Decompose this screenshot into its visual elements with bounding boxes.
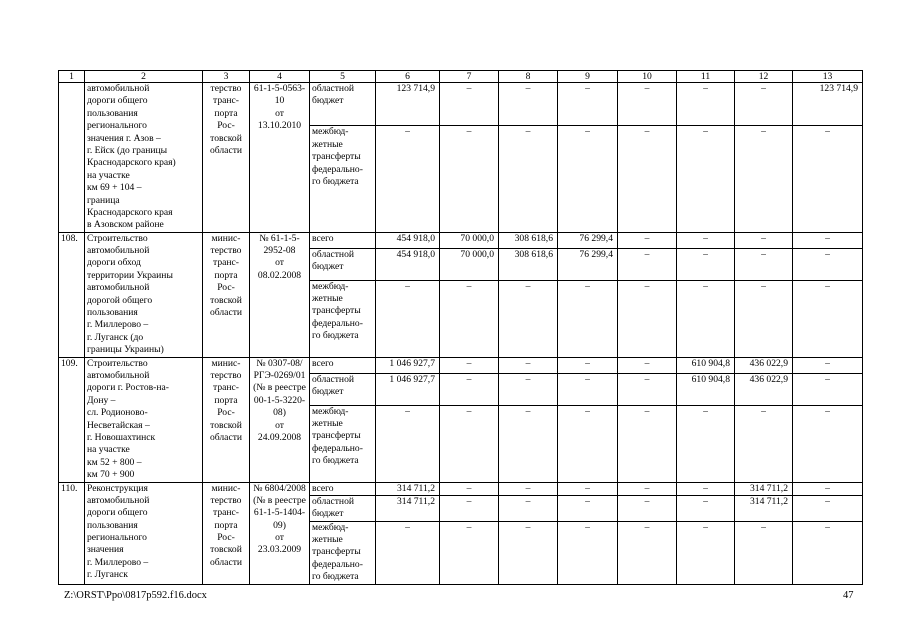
header-row — [59, 71, 863, 83]
amount-cell: – — [558, 521, 618, 584]
cell-line: области — [209, 431, 243, 443]
amount-cell: 610 904,8 — [677, 357, 735, 373]
cell-line: от — [275, 419, 284, 431]
cell-line: минис- — [211, 482, 241, 494]
cell-line: порта — [214, 519, 238, 531]
cell-line: транс- — [213, 507, 239, 519]
cell-line: межбюд- — [312, 521, 349, 533]
object-name — [85, 357, 203, 482]
amount-cell: – — [735, 126, 793, 232]
funding-source — [310, 280, 376, 357]
cell-line: (№ в реестре — [253, 494, 306, 506]
cell-line: терство — [210, 245, 242, 257]
cell-line: Рос- — [217, 407, 235, 419]
cell-line: г. Луганск (до — [87, 331, 144, 343]
cell-line: 10 — [274, 95, 285, 107]
cell-line: дороги общего — [87, 95, 148, 107]
amount-cell: – — [376, 521, 440, 584]
cell-line: г. Ейск (до границы — [87, 144, 168, 156]
cell-line: г. Луганск — [87, 569, 128, 581]
cell-line: регионального — [87, 120, 147, 132]
cell-line: областной — [312, 495, 355, 507]
funding-source — [310, 126, 376, 232]
cell-line: Реконструкция — [87, 482, 148, 494]
cell-line: Строительство — [87, 357, 148, 369]
row-number: 110. — [59, 482, 85, 584]
cell-line: области — [209, 556, 243, 568]
row-number: 108. — [59, 232, 85, 357]
amount-cell: – — [618, 280, 677, 357]
cell-line: Несветайская – — [87, 419, 150, 431]
amount-cell: – — [440, 405, 499, 482]
cell-line: граница — [87, 194, 120, 206]
amount-cell: – — [618, 495, 677, 521]
amount-cell: – — [376, 405, 440, 482]
funding-source — [310, 83, 376, 126]
expertise-doc — [250, 482, 310, 584]
cell-line: межбюд- — [312, 126, 349, 138]
table-row — [59, 482, 863, 495]
cell-line: областной — [312, 373, 355, 385]
funding-source — [310, 521, 376, 584]
cell-line: Краснодарского края — [87, 206, 173, 218]
cell-line: 08.02.2008 — [257, 269, 302, 281]
cell-line: Рос- — [217, 282, 235, 294]
header-cell: 11 — [677, 71, 735, 83]
amount-cell: – — [677, 482, 735, 495]
cell-line: Краснодарского края) — [87, 157, 176, 169]
cell-line: автомобильной — [87, 83, 150, 94]
amount-cell: 454 918,0 — [376, 232, 440, 248]
amount-cell: – — [677, 232, 735, 248]
row-number: 109. — [59, 357, 85, 482]
cell-line: границы Украины) — [87, 344, 164, 356]
cell-line: г. Миллерово – — [87, 556, 149, 568]
amount-cell: 70 000,0 — [440, 232, 499, 248]
amount-cell: 123 714,9 — [376, 83, 440, 126]
cell-line: областной — [312, 249, 355, 261]
cell-line: межбюд- — [312, 280, 349, 292]
amount-cell: – — [618, 521, 677, 584]
object-name — [85, 83, 203, 233]
cell-line: территории Украины — [87, 269, 173, 281]
cell-line: минис- — [211, 357, 241, 369]
cell-line: № 61-1-5- — [259, 232, 300, 244]
cell-line: автомобильной — [87, 494, 150, 506]
cell-line: 61-1-5-0563- — [253, 83, 306, 94]
amount-cell: 1 046 927,7 — [376, 357, 440, 373]
cell-line: г. Миллерово – — [87, 319, 149, 331]
cell-line: трансферты — [312, 430, 361, 442]
expertise-doc — [250, 357, 310, 482]
amount-cell: – — [735, 405, 793, 482]
cell-line: Строительство — [87, 232, 148, 244]
amount-cell: – — [677, 521, 735, 584]
amount-cell: – — [558, 357, 618, 373]
cell-line: межбюд- — [312, 405, 349, 417]
cell-line: 00-1-5-3220- — [253, 394, 306, 406]
funding-source — [310, 482, 376, 495]
cell-line: порта — [214, 107, 238, 119]
cell-line: сл. Родионово- — [87, 407, 148, 419]
amount-cell: – — [499, 357, 558, 373]
cell-line: № 0307-08/ — [256, 357, 303, 369]
customer-org — [203, 83, 250, 233]
amount-cell: – — [558, 495, 618, 521]
cell-line: бюджет — [312, 508, 344, 520]
cell-line: области — [209, 144, 243, 156]
cell-line: пользования — [87, 519, 138, 531]
amount-cell: – — [677, 280, 735, 357]
amount-cell: 314 711,2 — [735, 482, 793, 495]
cell-line: № 6804/2008 — [253, 482, 306, 494]
header-cell: 5 — [310, 71, 376, 83]
cell-line: федерально- — [312, 558, 363, 570]
cell-line: го бюджета — [312, 571, 359, 583]
cell-line: 23.03.2009 — [257, 544, 302, 556]
cell-line: порта — [214, 394, 238, 406]
amount-cell: – — [793, 280, 863, 357]
amount-cell: – — [440, 482, 499, 495]
customer-org — [203, 482, 250, 584]
cell-line: товской — [210, 419, 242, 431]
cell-line: порта — [214, 269, 238, 281]
amount-cell: – — [558, 126, 618, 232]
customer-org — [203, 232, 250, 357]
amount-cell: – — [440, 280, 499, 357]
cell-line: значения г. Азов – — [87, 132, 161, 144]
expertise-doc — [250, 83, 310, 233]
cell-line: РГЭ-0269/01 — [253, 369, 306, 381]
cell-line: 13.10.2010 — [257, 120, 302, 132]
page-number: 47 — [843, 590, 854, 601]
cell-line: терство — [210, 83, 242, 94]
amount-cell: – — [735, 249, 793, 281]
amount-cell: – — [793, 357, 863, 373]
amount-cell: 314 711,2 — [376, 482, 440, 495]
cell-line: транс- — [213, 257, 239, 269]
amount-cell: – — [499, 482, 558, 495]
cell-line: автомобильной — [87, 245, 150, 257]
header-cell: 6 — [376, 71, 440, 83]
amount-cell: – — [735, 232, 793, 248]
cell-line: дороги обход — [87, 257, 141, 269]
cell-line: области — [209, 307, 243, 319]
funding-source — [310, 405, 376, 482]
cell-line: терство — [210, 369, 242, 381]
cell-line: го бюджета — [312, 176, 359, 188]
amount-cell: 70 000,0 — [440, 249, 499, 281]
amount-cell: – — [440, 83, 499, 126]
amount-cell: – — [677, 495, 735, 521]
header-cell: 3 — [203, 71, 250, 83]
row-number — [59, 83, 85, 233]
cell-line: км 52 + 800 – — [87, 456, 142, 468]
cell-line: 2952-08 — [263, 245, 296, 257]
cell-line: го бюджета — [312, 330, 359, 342]
funding-source — [310, 232, 376, 248]
cell-line: товской — [210, 132, 242, 144]
cell-line: го бюджета — [312, 455, 359, 467]
amount-cell: – — [618, 482, 677, 495]
customer-org — [203, 357, 250, 482]
amount-cell: – — [793, 373, 863, 405]
cell-line: на участке — [87, 444, 130, 456]
amount-cell: – — [735, 280, 793, 357]
amount-cell: – — [618, 357, 677, 373]
amount-cell: 436 022,9 — [735, 373, 793, 405]
cell-line: от — [275, 257, 284, 269]
cell-line: Рос- — [217, 120, 235, 132]
cell-line: трансферты — [312, 546, 361, 558]
funding-source — [310, 357, 376, 373]
amount-cell: – — [677, 83, 735, 126]
amount-cell: – — [558, 280, 618, 357]
amount-cell: – — [793, 405, 863, 482]
amount-cell: 76 299,4 — [558, 249, 618, 281]
cell-line: регионального — [87, 532, 147, 544]
amount-cell: – — [376, 126, 440, 232]
amount-cell: 436 022,9 — [735, 357, 793, 373]
cell-line: дороги общего — [87, 507, 148, 519]
amount-cell: – — [793, 126, 863, 232]
amount-cell: – — [440, 373, 499, 405]
amount-cell: – — [499, 373, 558, 405]
cell-line: бюджет — [312, 386, 344, 398]
amount-cell: 314 711,2 — [735, 495, 793, 521]
cell-line: дороги г. Ростов-на- — [87, 382, 169, 394]
cell-line: дорогой общего — [87, 294, 153, 306]
cell-line: всего — [312, 232, 334, 244]
cell-line: товской — [210, 294, 242, 306]
cell-line: от — [275, 532, 284, 544]
cell-line: (№ в реестре — [253, 382, 306, 394]
header-cell: 9 — [558, 71, 618, 83]
cell-line: областной — [312, 83, 355, 94]
amount-cell: – — [618, 83, 677, 126]
amount-cell: – — [793, 232, 863, 248]
amount-cell: 454 918,0 — [376, 249, 440, 281]
amount-cell: 1 046 927,7 — [376, 373, 440, 405]
amount-cell: – — [558, 405, 618, 482]
cell-line: на участке — [87, 169, 130, 181]
table-row — [59, 83, 863, 126]
table-row — [59, 232, 863, 248]
cell-line: от — [275, 107, 284, 119]
cell-line: транс- — [213, 95, 239, 107]
amount-cell: – — [618, 249, 677, 281]
header-cell: 4 — [250, 71, 310, 83]
amount-cell: – — [440, 126, 499, 232]
amount-cell: – — [677, 405, 735, 482]
cell-line: 24.09.2008 — [257, 431, 302, 443]
funding-source — [310, 495, 376, 521]
cell-line: трансферты — [312, 151, 361, 163]
cell-line: федерально- — [312, 163, 363, 175]
amount-cell: 123 714,9 — [793, 83, 863, 126]
cell-line: бюджет — [312, 261, 344, 273]
cell-line: транс- — [213, 382, 239, 394]
header-cell: 13 — [793, 71, 863, 83]
amount-cell: – — [618, 232, 677, 248]
cell-line: жетные — [312, 292, 343, 304]
funding-source — [310, 249, 376, 281]
amount-cell: – — [499, 521, 558, 584]
cell-line: автомобильной — [87, 282, 150, 294]
amount-cell: 610 904,8 — [677, 373, 735, 405]
cell-line: автомобильной — [87, 369, 150, 381]
amount-cell: – — [735, 521, 793, 584]
amount-cell: 76 299,4 — [558, 232, 618, 248]
amount-cell: – — [793, 482, 863, 495]
amount-cell: – — [440, 357, 499, 373]
cell-line: 08) — [273, 407, 286, 419]
cell-line: 61-1-5-1404- — [253, 507, 306, 519]
cell-line: км 70 + 900 — [87, 469, 135, 481]
object-name — [85, 232, 203, 357]
amount-cell: – — [440, 495, 499, 521]
amount-cell: – — [735, 83, 793, 126]
cell-line: Дону – — [87, 394, 116, 406]
amount-cell: – — [618, 126, 677, 232]
amount-cell: – — [376, 280, 440, 357]
amount-cell: – — [499, 405, 558, 482]
amount-cell: – — [677, 126, 735, 232]
amount-cell: – — [793, 495, 863, 521]
cell-line: г. Новошахтинск — [87, 431, 156, 443]
amount-cell: – — [793, 249, 863, 281]
cell-line: федерально- — [312, 317, 363, 329]
amount-cell: – — [677, 249, 735, 281]
cell-line: жетные — [312, 138, 343, 150]
amount-cell: – — [499, 495, 558, 521]
amount-cell: – — [499, 83, 558, 126]
cell-line: Рос- — [217, 532, 235, 544]
amount-cell: – — [618, 373, 677, 405]
cell-line: жетные — [312, 417, 343, 429]
header-cell: 12 — [735, 71, 793, 83]
cell-line: минис- — [211, 232, 241, 244]
cell-line: всего — [312, 357, 334, 369]
cell-line: пользования — [87, 107, 138, 119]
cell-line: в Азовском районе — [87, 219, 164, 231]
amount-cell: – — [499, 126, 558, 232]
cell-line: трансферты — [312, 305, 361, 317]
amount-cell: – — [558, 373, 618, 405]
cell-line: пользования — [87, 307, 138, 319]
cell-line: товской — [210, 544, 242, 556]
header-cell: 1 — [59, 71, 85, 83]
file-path: Z:\ORST\Ppo\0817p592.f16.docx — [64, 590, 207, 601]
cell-line: значения — [87, 544, 124, 556]
cell-line: 09) — [273, 519, 286, 531]
amount-cell: – — [618, 405, 677, 482]
amount-cell: – — [440, 521, 499, 584]
header-cell: 7 — [440, 71, 499, 83]
amount-cell: 314 711,2 — [376, 495, 440, 521]
header-cell: 2 — [85, 71, 203, 83]
cell-line: федерально- — [312, 442, 363, 454]
amount-cell: – — [558, 482, 618, 495]
cell-line: жетные — [312, 534, 343, 546]
amount-cell: 308 618,6 — [499, 232, 558, 248]
table-row — [59, 357, 863, 373]
header-cell: 10 — [618, 71, 677, 83]
cell-line: всего — [312, 482, 334, 494]
expertise-doc — [250, 232, 310, 357]
header-cell: 8 — [499, 71, 558, 83]
cell-line: бюджет — [312, 95, 344, 107]
amount-cell: – — [558, 83, 618, 126]
cell-line: км 69 + 104 – — [87, 182, 142, 194]
amount-cell: – — [793, 521, 863, 584]
object-name — [85, 482, 203, 584]
budget-table — [58, 70, 863, 585]
amount-cell: – — [499, 280, 558, 357]
funding-source — [310, 373, 376, 405]
cell-line: терство — [210, 494, 242, 506]
amount-cell: 308 618,6 — [499, 249, 558, 281]
